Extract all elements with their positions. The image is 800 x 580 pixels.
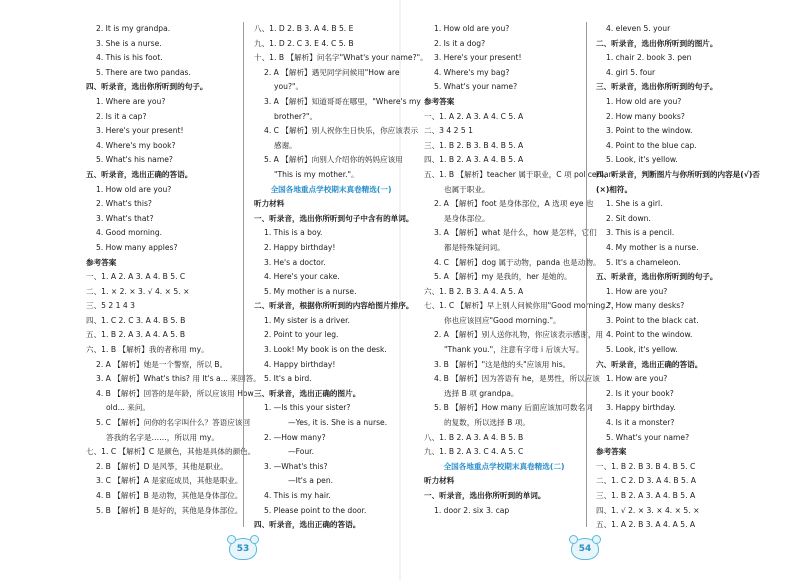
text-line: 选择 B 项 grandpa。 <box>444 388 519 398</box>
text-line: 3. A 【解析】what 是什么，how 是怎样，它们 <box>434 228 597 238</box>
text-line: 都是特殊疑问词。 <box>444 242 505 252</box>
text-line: 2. A 【解析】别人送你礼物，你应该表示感谢，用 <box>434 330 604 340</box>
text-line: 1. chair 2. book 3. pen <box>606 53 692 63</box>
text-line: 4. This is his foot. <box>96 53 163 63</box>
text-line: 四、1. C 2. C 3. A 4. B 5. B <box>86 315 186 325</box>
text-line: 5. What's your name? <box>434 82 518 92</box>
text-line: 你也应该回应"Good morning."。 <box>444 315 561 325</box>
text-line: 5. C 【解析】问你的名字叫什么？答语应该回 <box>96 418 251 428</box>
section-heading: 二、听录音，根据你所听到的内容给图片排序。 <box>254 301 414 311</box>
page-number-right: 54 <box>571 538 599 560</box>
text-line: 十、1. B 【解析】问名字"What's your name?"。 <box>254 53 428 63</box>
text-line: 2. Happy birthday! <box>264 242 336 252</box>
text-line: 的复数，所以选择 B 项。 <box>444 418 530 428</box>
text-line: 答我的名字是……，所以用 my。 <box>106 432 220 442</box>
text-line: 1. door 2. six 3. cap <box>434 505 510 515</box>
text-line: 也属于职业。 <box>444 184 490 194</box>
section-heading: 二、听录音，选出你所听到的图片。 <box>596 38 718 48</box>
text-line: 3. A 【解析】知道哥哥在哪里，"Where's my <box>264 96 421 106</box>
text-line: 3. This is a pencil. <box>606 228 675 238</box>
text-line: 2. How many books? <box>606 111 685 121</box>
section-heading: 四、听录音，判断图片与你所听到的内容是(√)否 <box>596 169 760 179</box>
text-line: 5. It's a chameleon. <box>606 257 681 267</box>
text-line: 一、1. A 2. A 3. A 4. B 5. C <box>86 272 186 282</box>
text-line: 3. B 【解析】"这是他的头"应该用 his。 <box>434 359 571 369</box>
text-line: 4. C 【解析】dog 属于动物，panda 也是动物。 <box>434 257 601 267</box>
text-line: 八、1. D 2. B 3. A 4. B 5. E <box>254 24 354 33</box>
text-line: 二、1. C 2. D 3. A 4. B 5. A <box>596 476 696 486</box>
section-heading: 五、听录音，选出正确的答语。 <box>86 169 193 179</box>
text-line: 5. B 【解析】B 是好的，其他是身体部位。 <box>96 505 243 515</box>
text-line: 感谢。 <box>274 140 297 150</box>
text-line: 3. He's a doctor. <box>264 257 326 267</box>
text-line: 3. Look! My book is on the desk. <box>264 345 387 355</box>
section-heading: 听力材料 <box>424 476 455 486</box>
text-line: 4. Where's my bag? <box>434 67 510 77</box>
text-line: 1. She is a girl. <box>606 199 663 209</box>
text-line: 5. It's a bird. <box>264 374 312 384</box>
text-line: 2. B 【解析】D 是风筝，其他是职业。 <box>96 461 228 471</box>
section-heading: 三、听录音，选出正确的图片。 <box>254 388 361 398</box>
text-line: 1. How are you? <box>606 286 668 296</box>
text-line: 六、1. B 2. B 3. A 4. A 5. A <box>424 286 524 296</box>
text-line: "Thank you."，注意有字母 i 后该大写。 <box>444 345 584 355</box>
text-line: 2. Sit down. <box>606 213 651 223</box>
section-title: 全国各地重点学校期末真卷精选(二) <box>443 461 565 471</box>
text-line: 5. My mother is a nurse. <box>264 286 357 296</box>
section-heading: 五、听录音，选出你所听到的句子。 <box>596 272 718 282</box>
text-line: 三、1. B 2. A 3. A 4. B 5. A <box>596 491 696 500</box>
section-heading: 四、听录音，选出你所听到的句子。 <box>86 82 208 92</box>
column-4 <box>592 22 760 533</box>
column-divider <box>243 22 244 527</box>
text-line: 四、1. √ 2. × 3. × 4. × 5. × <box>596 505 700 515</box>
text-line: 2. It is my grandpa. <box>96 24 171 33</box>
section-heading: 一、听录音，选出你所听到的单词。 <box>424 491 546 500</box>
text-line: 4. Here's your cake. <box>264 272 340 282</box>
text-line: 1. How old are you? <box>606 96 682 106</box>
text-line: 1. How old are you? <box>434 24 510 33</box>
column-1 <box>82 22 261 518</box>
text-line: 七、1. C 【解析】早上别人问候你用"Good morning."， <box>424 301 619 311</box>
text-line: 5. Look, it's yellow. <box>606 155 678 165</box>
text-line: 三、5 2 1 4 3 <box>86 301 135 311</box>
text-line: 4. Happy birthday! <box>264 359 336 369</box>
text-line: 2. Is it a cap? <box>96 111 147 121</box>
text-line: 3. What's that? <box>96 213 154 223</box>
section-heading: 四、听录音，选出正确的答语。 <box>254 520 361 530</box>
text-line: 4. B 【解析】回答的是年龄，所以应该用 How <box>96 388 254 398</box>
text-line: 一、1. B 2. B 3. B 4. B 5. C <box>596 461 696 471</box>
text-line: —Four. <box>288 447 314 457</box>
text-line: 八、1. B 2. A 3. A 4. B 5. B <box>424 432 524 442</box>
column-divider <box>586 22 587 527</box>
text-line: 4. Point to the window. <box>606 330 693 340</box>
text-line: 2. A 【解析】foot 是身体部位，A 选项 eye 也 <box>434 199 594 209</box>
text-line: 3. A 【解析】What's this? 用 It's a... 来回答。 <box>96 374 261 384</box>
text-line: 5. Please point to the door. <box>264 505 367 515</box>
text-line: 1. My sister is a driver. <box>264 315 350 325</box>
section-heading: (×)相符。 <box>596 184 633 194</box>
text-line: 1. —Is this your sister? <box>264 403 351 413</box>
text-line: you?"。 <box>274 82 304 92</box>
text-line: 4. Point to the blue cap. <box>606 140 697 150</box>
text-line: 4. Good morning. <box>96 228 163 238</box>
text-line: 5. What's your name? <box>606 432 690 442</box>
text-line: 2. Is it your book? <box>606 388 674 398</box>
text-line: 4. B 【解析】B 是动物，其他是身体部位。 <box>96 491 243 500</box>
text-line: 5. A 【解析】my 是我的，her 是她的。 <box>434 272 572 282</box>
text-line: 2. Is it a dog? <box>434 38 486 48</box>
section-heading: 听力材料 <box>254 199 285 209</box>
text-line: 三、1. B 2. B 3. B 4. B 5. A <box>424 140 524 150</box>
section-heading: 三、听录音，选出你所听到的句子。 <box>596 82 718 92</box>
text-line: 2. —How many? <box>264 432 326 442</box>
text-line: 4. B 【解析】因为答语有 he，是男性，所以应该 <box>434 374 600 384</box>
text-line: 3. Here's your present! <box>96 126 184 136</box>
text-line: 4. C 【解析】别人祝你生日快乐，你应该表示 <box>264 126 419 136</box>
text-line: 1. How are you? <box>606 374 668 384</box>
text-line: 1. Where are you? <box>96 96 166 106</box>
text-line: 2. What's this? <box>96 199 152 209</box>
text-line: 5. A 【解析】向别人介绍你的妈妈应该用 <box>264 155 403 165</box>
page-number-left: 53 <box>229 538 257 560</box>
text-line: 一、1. A 2. A 3. A 4. C 5. A <box>424 111 524 121</box>
text-line: 1. This is a boy. <box>264 228 323 238</box>
section-title: 全国各地重点学校期末真卷精选(一) <box>270 184 392 194</box>
text-line: 3. Point to the black cat. <box>606 315 699 325</box>
text-line: —It's a pen. <box>288 476 334 486</box>
text-line: 3. Happy birthday. <box>606 403 676 413</box>
text-line: 5. What's his name? <box>96 155 173 165</box>
text-line: 2. How many desks? <box>606 301 685 311</box>
text-line: 2. Point to your leg. <box>264 330 339 340</box>
text-line: 五、1. B 2. A 3. A 4. A 5. B <box>86 330 186 340</box>
text-line: 2. A 【解析】她是一个警察，所以 B。 <box>96 359 228 369</box>
text-line: 六、1. B 【解析】我的者称用 my。 <box>86 345 209 355</box>
text-line: 5. B 【解析】How many 后面应该加可数名词 <box>434 403 593 413</box>
section-heading: 六、听录音，选出正确的答语。 <box>596 359 703 369</box>
section-heading: 一、听录音，选出你所听到句子中含有的单词。 <box>254 213 414 223</box>
section-heading: 参考答案 <box>424 96 455 106</box>
text-line: 3. Here's your present! <box>434 53 522 63</box>
text-line: old... 来问。 <box>106 403 151 413</box>
text-line: 3. She is a nurse. <box>96 38 162 48</box>
text-line: 4. Where's my book? <box>96 140 176 150</box>
text-line: 4. eleven 5. your <box>606 24 671 33</box>
text-line: brother?"。 <box>274 111 318 121</box>
text-line: 4. My mother is a nurse. <box>606 242 699 252</box>
text-line: 二、3 4 2 5 1 <box>424 126 473 136</box>
text-line: 四、1. B 2. A 3. A 4. B 5. A <box>424 155 524 165</box>
text-line: 五、1. A 2. B 3. A 4. A 5. A <box>596 520 696 530</box>
text-line: 九、1. B 2. A 3. C 4. A 5. C <box>424 447 524 457</box>
text-line: 4. Is it a monster? <box>606 418 675 428</box>
text-line: 七、1. C 【解析】C 是颜色，其他是具体的颜色。 <box>86 447 256 457</box>
text-line: 九、1. D 2. C 3. E 4. C 5. B <box>254 38 354 48</box>
text-line: 五、1. B 【解析】teacher 属于职业，C 项 policeman <box>424 169 614 179</box>
section-heading: 参考答案 <box>596 447 627 457</box>
text-line: 2. A 【解析】遇见同学问候用"How are <box>264 67 400 77</box>
text-line: 是身体部位。 <box>444 213 490 223</box>
text-line: "This is my mother."。 <box>274 169 359 179</box>
text-line: 3. —What's this? <box>264 461 328 471</box>
text-line: 4. This is my hair. <box>264 491 331 500</box>
text-line: 二、1. × 2. × 3. √ 4. × 5. × <box>86 286 190 296</box>
column-2 <box>250 22 428 533</box>
text-line: 3. Point to the window. <box>606 126 693 136</box>
text-line: —Yes, it is. She is a nurse. <box>288 418 388 428</box>
text-line: 1. How old are you? <box>96 184 172 194</box>
text-line: 3. C 【解析】A 是家庭成员，其他是职业。 <box>96 476 243 486</box>
text-line: 5. Look, it's yellow. <box>606 345 678 355</box>
section-heading: 参考答案 <box>86 257 117 267</box>
text-line: 5. There are two pandas. <box>96 67 191 77</box>
text-line: 4. girl 5. four <box>606 67 656 77</box>
text-line: 5. How many apples? <box>96 242 178 252</box>
